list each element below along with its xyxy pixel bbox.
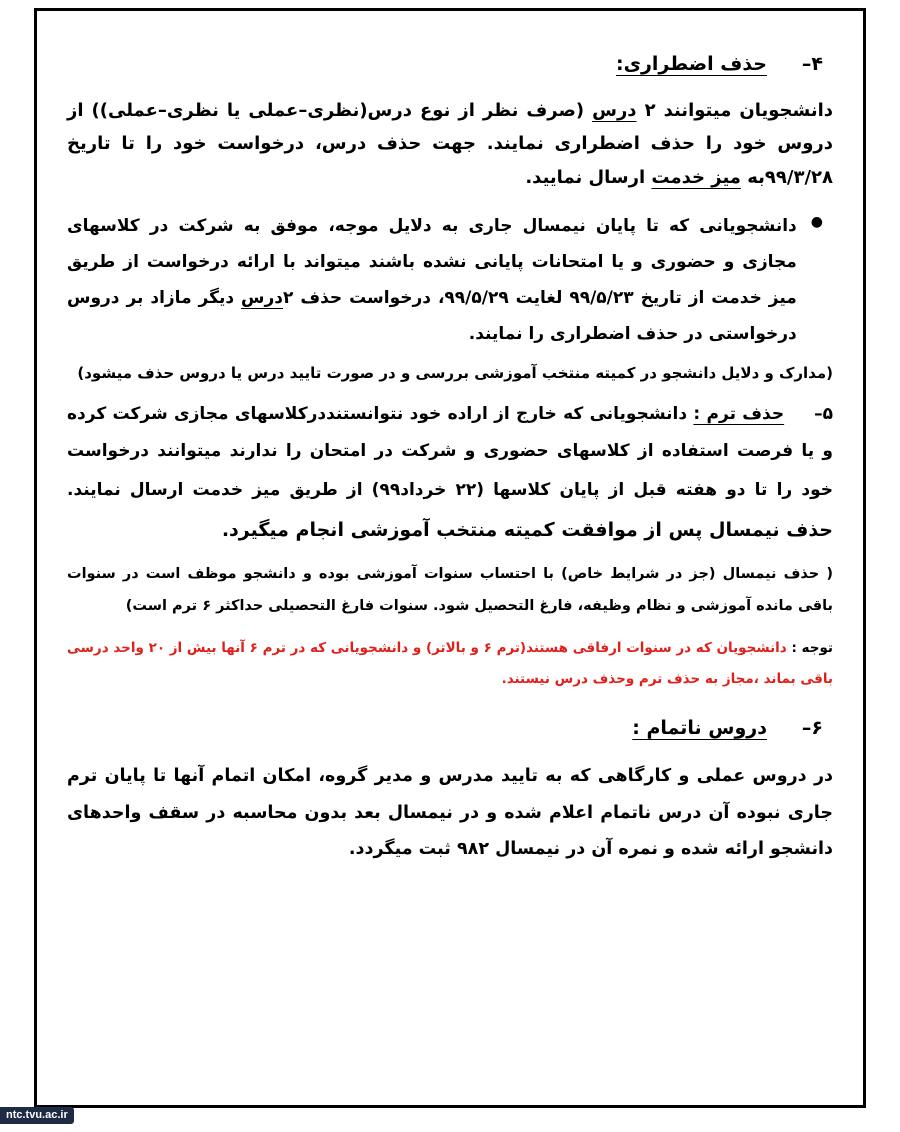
- section-6-title: دروس ناتمام :: [632, 716, 767, 739]
- bullet-text: [67, 208, 797, 352]
- underlined-text: درس: [592, 100, 637, 122]
- underlined-text: درس: [241, 288, 283, 309]
- section-4-title: حذف اضطراری:: [615, 53, 767, 75]
- section-5-warning-note: [67, 633, 833, 695]
- section-5-number: ۵–: [814, 404, 834, 425]
- section-5-title: حذف ترم :: [693, 404, 785, 425]
- text-run: حذف نیمسال پس از موافقت کمیته منتخب آموزشی انجام میگیرد.: [221, 519, 833, 542]
- text-run: دانشجویان میتوانند ۲: [636, 100, 833, 122]
- section-5-paragraph: [67, 396, 833, 551]
- text-run: (صرف نظر از نوع درس(نظری–عملی یا نظری–عملی)) از دروس خود را حذف اضطراری نمایند. جهت حذف درس، درخواست خود را تا تاریخ ۹۹/۳/۲۸به: [67, 100, 833, 188]
- bullet-icon: ●: [810, 214, 823, 231]
- section-4-paragraph: [67, 94, 833, 194]
- document-content: [67, 47, 833, 882]
- note-label: توجه :: [791, 639, 833, 656]
- section-6-heading: [67, 711, 823, 746]
- section-5-parenthetical: ( حذف نیمسال (جز در شرایط خاص) با احتساب سنوات آموزشی بوده و دانشجو موظف است در سنوات باقی مانده آموزشی و نظام وظیفه، فارغ التحصیل شود. سنوات فارغ التحصیلی حداکثر ۶ ترم است): [67, 565, 833, 614]
- section-6-number: ۶–: [801, 716, 823, 739]
- note-text: دانشجویان که در سنوات ارفاقی هستند(ترم ۶ و بالاتر) و دانشجویانی که در ترم ۶ آنها بیش از ۲۰ واحد درسی باقی بماند ،مجاز به حذف ترم وحذف درس نیستند.: [67, 639, 833, 687]
- section-4-bullet: [67, 208, 823, 352]
- section-4-number: ۴–: [801, 53, 823, 75]
- section-6: [67, 711, 833, 868]
- text-run: دیگر مازاد بر دروس درخواستی در حذف اضطراری را نمایند.: [67, 288, 797, 345]
- text-run: ارسال نمایید.: [525, 166, 652, 188]
- underlined-text: میز خدمت: [651, 166, 741, 188]
- document-page: [34, 8, 866, 1108]
- section-4-note: (مدارک و دلایل دانشجو در کمیته منتخب آموزشی بررسی و در صورت تایید درس یا دروس حذف میشود): [77, 364, 833, 383]
- text-run: دانشجویانی که خارج از اراده خود نتوانستنددرکلاسهای مجازی شرکت کرده و یا فرصت استفاده از کلاسهای حضوری و شرکت در امتحان را ندارند میتوانند درخواست خود را تا دو هفته قبل از پایان کلاسها (۲۲ خرداد۹۹) از طریق میز خدمت ارسال نمایند.: [67, 404, 833, 501]
- website-watermark: ntc.tvu.ac.ir: [0, 1107, 74, 1124]
- text-run: دانشجویانی که تا پایان نیمسال جاری به دلایل موجه، موفق به شرکت در کلاسهای مجازی و حضوری و یا امتحانات پایانی نشده باشند میتواند با ارائه درخواست از طریق میز خدمت از تاریخ ۹۹/۵/۲۳ لغایت ۹۹/۵/۲۹، درخواست حذف ۲: [67, 216, 797, 309]
- section-6-paragraph: در دروس عملی و کارگاهی که به تایید مدرس و مدیر گروه، امکان اتمام آنها تا پایان ترم جاری نبوده آن درس ناتمام اعلام شده و در نیمسال بعد بدون محاسبه در سقف واحدهای دانشجو ارائه شده و نمره آن در نیمسال ۹۸۲ ثبت میگردد.: [67, 765, 833, 860]
- section-4-heading: [67, 47, 823, 82]
